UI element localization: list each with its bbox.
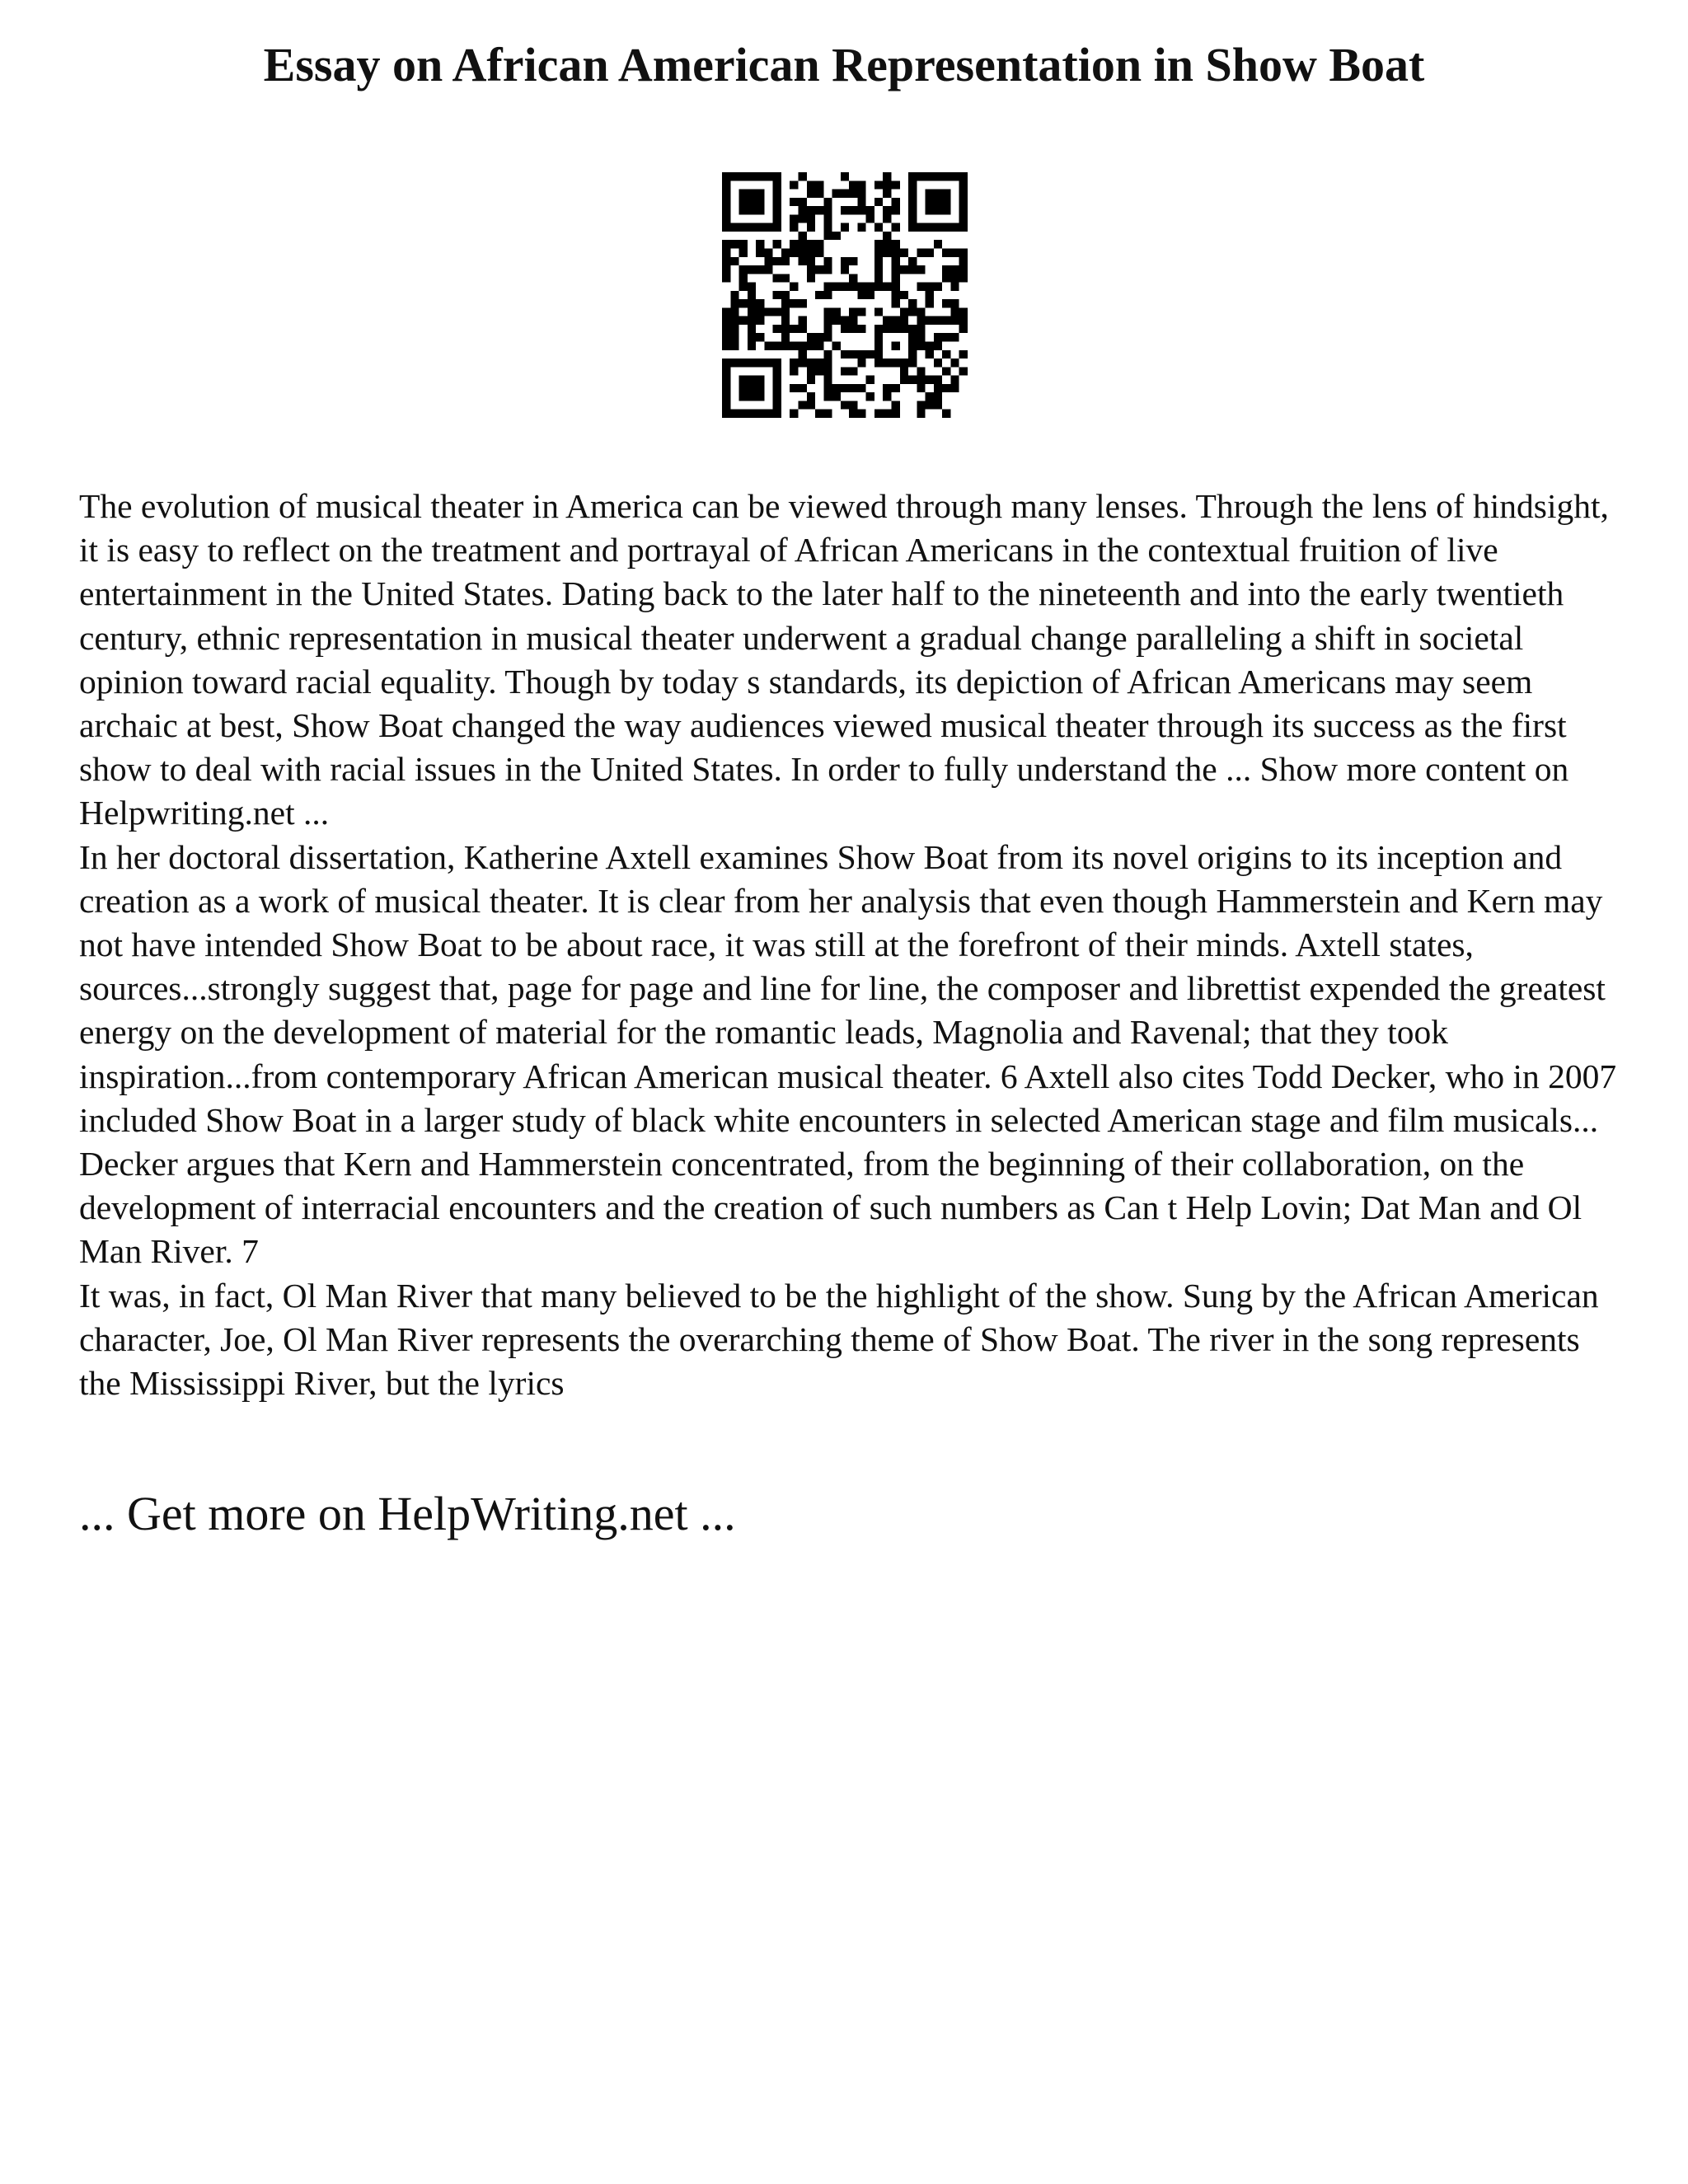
essay-body [79, 485, 1629, 1405]
essay-paragraph-3: It was, in fact, Ol Man River that many believed to be the highlight of the show. Sung by the African American character, Joe, Ol Man River represents the overarching theme of Show Boat. The river in the song represents the Mississippi River, but the lyrics [79, 1276, 1599, 1403]
get-more-link[interactable]: ... Get more on HelpWriting.net ... [79, 1487, 736, 1540]
essay-paragraph-2: In her doctoral dissertation, Katherine Axtell examines Show Boat from its novel origins to its inception and creation as a work of musical theater. It is clear from her analysis that even though Hammerstein and Kern may not have intended Show Boat to be about race, it was still at the forefront of their minds. Axtell states, sources...strongly suggest that, page for page and line for line, the composer and librettist expended the greatest energy on the development of material for the romantic leads, Magnolia and Ravenal; that they took inspiration...from contemporary African American musical theater. 6 Axtell also cites Todd Decker, who in 2007 included Show Boat in a larger study of black white encounters in selected American stage and film musicals... Decker argues that Kern and Hammerstein concentrated, from the beginning of their collaboration, on the development of interracial encounters and the creation of such numbers as Can t Help Lovin; Dat Man and Ol Man River. 7 [79, 837, 1617, 1271]
qr-code-icon [722, 172, 968, 418]
document-title: Essay on African American Representation in Show Boat [263, 38, 1425, 91]
essay-paragraph-1: The evolution of musical theater in America can be viewed through many lenses. Through the lens of hindsight, it is easy to reflect on the treatment and portrayal of African Americans in the contextual fruition of live entertainment in the United States. Dating back to the later half to the nineteenth and into the early twentieth century, ethnic representation in musical theater underwent a gradual change paralleling a shift in societal opinion toward racial equality. Though by today s standards, its depiction of African Americans may seem archaic at best, Show Boat changed the way audiences viewed musical theater through its success as the first show to deal with racial issues in the United States. In order to fully understand the ... Show more content on Helpwriting.net ... [79, 487, 1609, 832]
